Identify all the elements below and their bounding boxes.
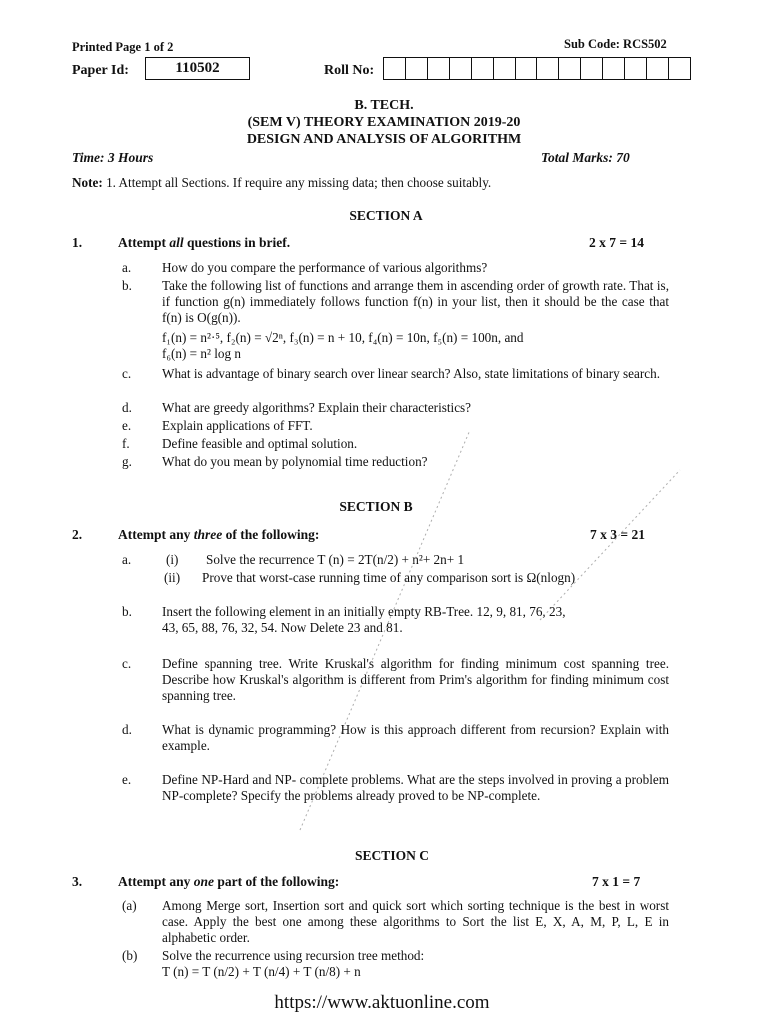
q2c-label: c. xyxy=(122,656,132,671)
subject-title: DESIGN AND ANALYSIS OF ALGORITHM xyxy=(246,132,522,147)
sub-code: Sub Code: RCS502 xyxy=(564,37,667,51)
paper-id-label: Paper Id: xyxy=(72,63,129,78)
roll-no-label: Roll No: xyxy=(324,63,375,78)
q3a-text: Among Merge sort, Insertion sort and quick sort which sorting technique is the best in worst case. Apply the best one among these algorithms to Sort the list E, X, A, M, P, L, E in alphabetic order. xyxy=(162,898,669,945)
section-c-title: SECTION C xyxy=(355,848,429,863)
section-a-title: SECTION A xyxy=(349,208,423,223)
q1a-text: How do you compare the performance of various algorithms? xyxy=(162,260,488,275)
q1-instr-post: questions in brief. xyxy=(183,235,291,250)
q3b-label: (b) xyxy=(122,948,138,963)
q1d-label: d. xyxy=(122,400,132,415)
q1a-label: a. xyxy=(122,260,132,275)
q1-instruction xyxy=(118,235,290,251)
q2-instr-pre: Attempt any xyxy=(118,527,194,542)
exam-title: (SEM V) THEORY EXAMINATION 2019-20 xyxy=(247,115,521,130)
q3-instr-em: one xyxy=(193,874,214,889)
q1e-text: Explain applications of FFT. xyxy=(162,418,313,433)
note-text: 1. Attempt all Sections. If require any missing data; then choose suitably. xyxy=(106,175,492,190)
q2e-text: Define NP-Hard and NP- complete problems. What are the steps involved in proving a problem NP-complete? Specify the problems already proved to be NP-complete. xyxy=(162,772,669,803)
q2a-i-text: Solve the recurrence T (n) = 2T(n/2) + n²+ 2n+ 1 xyxy=(206,552,465,567)
q1d-text: What are greedy algorithms? Explain their characteristics? xyxy=(162,400,472,415)
q2e-label: e. xyxy=(122,772,132,787)
q2c-text: Define spanning tree. Write Kruskal's algorithm for finding minimum cost spanning tree. Describe how Kruskal's algorithm is different from Prim's algorithm for finding minimum cost spanning tree. xyxy=(162,656,669,703)
q3-number: 3. xyxy=(72,874,83,889)
q2-instr-em: three xyxy=(193,527,223,542)
q1-number: 1. xyxy=(72,235,83,250)
q1b-text: Take the following list of functions and arrange them in ascending order of growth rate. That is, if function g(n) immediately follows function f(n) in your list, then it should be the case that f(n) is O(g(n)). xyxy=(162,278,669,325)
q1b-functions-line1: f₁(n) = n²·⁵, f₂(n) = √2ⁿ, f₃(n) = n + 10, f₄(n) = 10n, f₅(n) = 100n, and xyxy=(162,330,524,345)
q3-marks: 7 x 1 = 7 xyxy=(592,874,641,889)
note xyxy=(72,175,491,191)
footer-url[interactable]: https://www.aktuonline.com xyxy=(274,992,490,1013)
roll-no-boxes[interactable] xyxy=(383,57,691,80)
q1-instr-pre: Attempt xyxy=(118,235,170,250)
q1e-label: e. xyxy=(122,418,132,433)
exam-time: Time: 3 Hours xyxy=(72,150,154,165)
q3-instr-post: part of the following: xyxy=(214,874,340,889)
section-b-title: SECTION B xyxy=(339,499,413,514)
q2-number: 2. xyxy=(72,527,83,542)
total-marks: Total Marks: 70 xyxy=(541,150,630,165)
q3b-text: Solve the recurrence using recursion tree method: xyxy=(162,948,425,963)
q2d-text: What is dynamic programming? How is this approach different from recursion? Explain with example. xyxy=(162,722,669,753)
q2b-label: b. xyxy=(122,604,132,619)
q1c-text: What is advantage of binary search over linear search? Also, state limitations of binary search. xyxy=(162,366,661,381)
q1f-text: Define feasible and optimal solution. xyxy=(162,436,358,451)
q1g-label: g. xyxy=(122,454,132,469)
printed-page: Printed Page 1 of 2 xyxy=(72,40,174,54)
q2a-ii-text: Prove that worst-case running time of any comparison sort is Ω(nlogn) xyxy=(202,570,576,585)
q3b-recurrence: T (n) = T (n/2) + T (n/4) + T (n/8) + n xyxy=(162,964,361,979)
q3a-label: (a) xyxy=(122,898,137,913)
paper-id-value: 110502 xyxy=(145,57,250,80)
q2d-label: d. xyxy=(122,722,132,737)
q1c-label: c. xyxy=(122,366,132,381)
q1b-functions-line2: f₆(n) = n² log n xyxy=(162,346,241,361)
q1-instr-em: all xyxy=(169,235,184,250)
q2a-i-label: (i) xyxy=(166,552,179,567)
degree-title: B. TECH. xyxy=(354,98,414,113)
q1-marks: 2 x 7 = 14 xyxy=(589,235,644,250)
q2b-text: Insert the following element in an initially empty RB-Tree. 12, 9, 81, 76, 23, 43, 65, 88, 76, 32, 54. Now Delete 23 and 81. xyxy=(162,604,566,635)
q2-marks: 7 x 3 = 21 xyxy=(590,527,645,542)
q3-instr-pre: Attempt any xyxy=(118,874,194,889)
q1b-label: b. xyxy=(122,278,132,293)
q2-instruction xyxy=(118,527,319,543)
note-label: Note: xyxy=(72,175,103,190)
q1f-label: f. xyxy=(122,436,130,451)
q3-instruction xyxy=(118,874,339,890)
q2-instr-post: of the following: xyxy=(222,527,320,542)
q2a-ii-label: (ii) xyxy=(164,570,181,585)
q2a-label: a. xyxy=(122,552,132,567)
q1g-text: What do you mean by polynomial time reduction? xyxy=(162,454,428,469)
